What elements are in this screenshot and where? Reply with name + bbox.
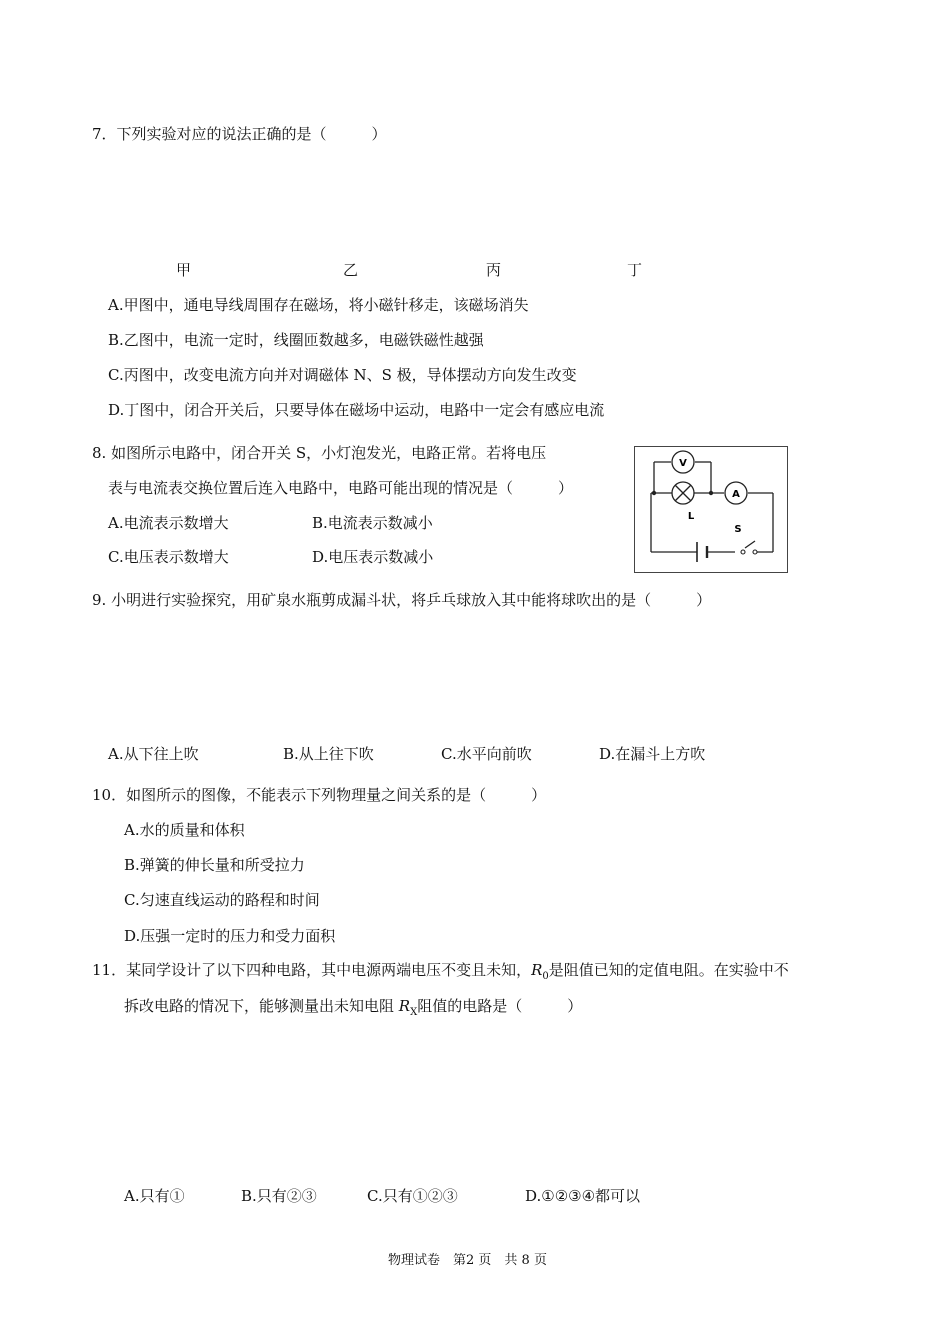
q8-option-b: B.电流表示数减小 xyxy=(312,514,433,532)
q8-stem-line2: 表与电流表交换位置后连入电路中，电路可能出现的情况是（ ） xyxy=(108,479,574,497)
q7-option-d: D.丁图中，闭合开关后，只要导体在磁场中运动，电路中一定会有感应电流 xyxy=(108,401,605,419)
q11-option-d: D.①②③④都可以 xyxy=(525,1187,641,1205)
q9-option-d: D.在漏斗上方吹 xyxy=(599,745,706,763)
q7-figure-label-bing: 丙 xyxy=(486,261,502,279)
q7-figure-label-yi: 乙 xyxy=(343,261,359,279)
q10-option-d: D.压强一定时的压力和受力面积 xyxy=(124,927,336,945)
q7-figure-label-jia: 甲 xyxy=(176,261,192,279)
rx-symbol: R xyxy=(398,997,411,1015)
lamp-icon xyxy=(672,482,694,504)
q7-figure-label-ding: 丁 xyxy=(627,261,643,279)
q8-option-c: C.电压表示数增大 xyxy=(108,548,229,566)
q7-option-a: A.甲图中，通电导线周围存在磁场，将小磁针移走，该磁场消失 xyxy=(108,296,529,314)
ammeter-label: A xyxy=(732,489,740,500)
lamp-label: L xyxy=(687,511,695,522)
q8-option-d: D.电压表示数减小 xyxy=(312,548,434,566)
q11-option-a: A.只有① xyxy=(124,1187,185,1205)
q10-option-a: A.水的质量和体积 xyxy=(124,821,245,839)
q10-option-b: B.弹簧的伸长量和所受拉力 xyxy=(124,856,305,874)
r0-symbol: R xyxy=(531,961,543,979)
q7-option-b: B.乙图中，电流一定时，线圈匝数越多，电磁铁磁性越强 xyxy=(108,331,484,349)
q8-option-a: A.电流表示数增大 xyxy=(108,514,229,532)
q11-option-b: B.只有②③ xyxy=(241,1187,317,1205)
q9-option-b: B.从上往下吹 xyxy=(283,745,374,763)
page-footer: 物理试卷 第2 页 共 8 页 xyxy=(388,1253,547,1268)
q9-option-c: C.水平向前吹 xyxy=(441,745,532,763)
q7-option-c: C.丙图中，改变电流方向并对调磁体 N、S 极，导体摆动方向发生改变 xyxy=(108,366,577,384)
q11-stem-line2: 拆改电路的情况下，能够测量出未知电阻 $R_X$阻值的电路是（ ） xyxy=(124,997,583,1018)
voltmeter-label: V xyxy=(679,458,687,469)
q10-stem: 10．如图所示的图像，不能表示下列物理量之间关系的是（ ） xyxy=(92,786,547,804)
q11-stem-line1: 11．某同学设计了以下四种电路，其中电源两端电压不变且未知，$R_0$是阻值已知的定值电阻。在实验中不 xyxy=(92,961,789,982)
q10-option-c: C.匀速直线运动的路程和时间 xyxy=(124,891,320,909)
q9-stem: 9. 小明进行实验探究，用矿泉水瓶剪成漏斗状，将乒乓球放入其中能将球吹出的是（ ） xyxy=(92,591,712,609)
q8-stem-line1: 8. 如图所示电路中，闭合开关 S，小灯泡发光，电路正常。若将电压 xyxy=(92,444,547,462)
q9-option-a: A.从下往上吹 xyxy=(108,745,199,763)
q7-stem: 7．下列实验对应的说法正确的是（ ） xyxy=(92,125,387,143)
switch-icon xyxy=(741,550,745,554)
switch-label: S xyxy=(734,524,742,535)
q11-option-c: C.只有①②③ xyxy=(367,1187,458,1205)
q8-circuit-diagram xyxy=(634,446,788,573)
